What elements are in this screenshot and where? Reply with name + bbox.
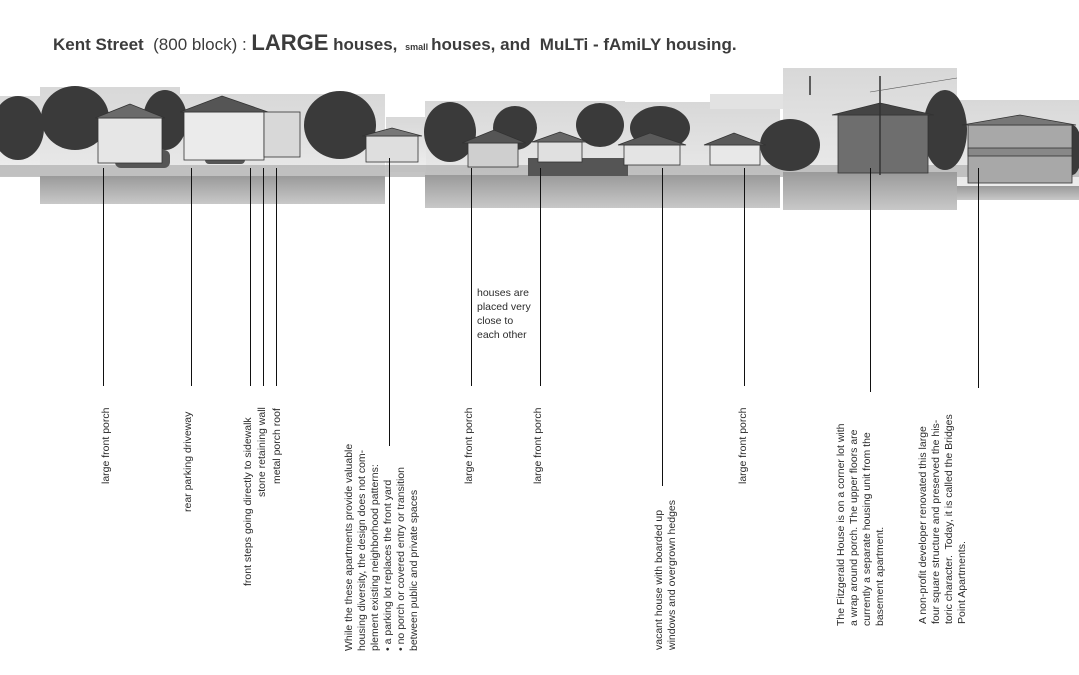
title-large: LARGE: [251, 30, 329, 55]
leader-line: [389, 158, 390, 446]
label-large-front-porch: large front porch: [532, 407, 544, 484]
label-large-front-porch: large front porch: [100, 407, 112, 484]
leader-line: [744, 168, 745, 386]
label-vacant-house: vacant house with boarded up windows and overgrown hedges: [653, 499, 678, 650]
leader-line: [662, 168, 663, 486]
label-fitzgerald-house: The Fitzgerald House is on a corner lot with a wrap around porch. The upper floors are currently a separate housing unit from the basement apartment.: [835, 423, 886, 626]
leader-line: [250, 168, 251, 386]
leader-line: [263, 168, 264, 386]
leader-line: [191, 168, 192, 386]
label-bridges-point: A non-profit developer renovated this large four square structure and preserved the his- toric character. Today, it is called the Bridges Point Apartments.: [917, 414, 968, 624]
leader-line: [978, 168, 979, 388]
leader-line: [870, 168, 871, 392]
label-apartments-note: While the these apartments provide valuable housing diversity, the design does not com- plement existing neighborhood patterns: • a parking lot replaces the front yard • no porch or covered entry or transition between public and private spaces: [343, 443, 420, 651]
label-stone-retaining-wall: stone retaining wall: [256, 407, 268, 497]
leader-line: [471, 168, 472, 386]
leader-line: [103, 168, 104, 386]
title-houses-2: houses, and: [431, 35, 531, 54]
title-street: Kent Street: [53, 35, 144, 54]
label-large-front-porch: large front porch: [463, 407, 475, 484]
label-metal-porch-roof: metal porch roof: [271, 408, 283, 484]
title-small: small: [405, 42, 429, 52]
title-block: (800 block) :: [153, 35, 247, 54]
label-front-steps: front steps going directly to sidewalk: [242, 417, 254, 586]
title-houses-1: houses,: [333, 35, 398, 54]
leader-line: [276, 168, 277, 386]
label-large-front-porch: large front porch: [737, 407, 749, 484]
leader-line: [540, 168, 541, 386]
title-multi: MuLTi - fAmiLY housing.: [539, 35, 737, 54]
label-rear-parking-driveway: rear parking driveway: [182, 411, 194, 512]
note-houses-close: houses are placed very close to each other: [477, 287, 531, 341]
